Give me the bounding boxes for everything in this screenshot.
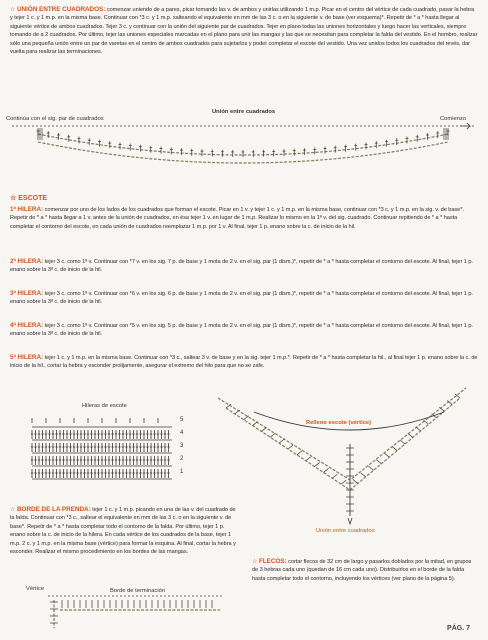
stitch-mark (297, 451, 302, 455)
row-text: comenzar por uno de los lados de los cuadrados que forman el escote. Picar en 1 v. y tejer 1 c. y 1 m.p. en la misma base, continuar con *3 c. y 1 m.p. en la sig. v. de base*. Repetir de * a * hasta llegar a 1 v. antes de la unión de cuadrados, en ésa tejer 1 v. en lugar de 1 m.p. Realizar lo mismo en la 1ª v. del sig. cuadrado. Continuar repitiendo de * a * hasta completar el contorno del escote, en cada unión de cuadrados reemplazar 1 m.p. por 1 v. Al final, tejer 1 p. enano sobre la c. de inicio de la hil. (10, 207, 464, 230)
flecos-section (252, 558, 474, 583)
stitch-mark (306, 457, 311, 461)
union-diagram (8, 118, 478, 174)
stitch-mark (416, 427, 421, 431)
stitch-mark (261, 427, 266, 431)
union-label-left: Continúa con el sig. par de cuadrados (6, 116, 104, 122)
row-text: tejer 3 c. como 1ª v. Continuar con *5 v. en los sig. 5 p. de base y 1 mota de 2 v. en el sig. par (1 dism.)*, repetir de * a * hasta completar el contorno del escote. Al final, tejer 1 p. enano sobre la 3ª c. de inicio de la hil. (10, 323, 473, 338)
stitch-mark (323, 468, 328, 472)
page-number: PÁG. 7 (447, 625, 470, 632)
row-number: 4 (180, 430, 184, 436)
stitch-mark (332, 474, 337, 478)
hileras-diagram (30, 412, 202, 482)
row-label: 1ª HILERA: (10, 206, 44, 213)
stitch-mark (341, 480, 346, 484)
relleno-diagram (214, 384, 476, 534)
escote-title: ESCOTE (18, 195, 48, 202)
union-title: UNIÓN ENTRE CUADRADOS: (16, 6, 106, 13)
row-number: 3 (180, 443, 184, 449)
borde-label-left: Vértice (26, 586, 45, 592)
stitch-mark (315, 463, 320, 467)
borde-text: tejer 1 c. y 1 m.p. picando en una de las v. del cuadrado de la falda. Continuar con *3 c., saltear el equivalente en mm de las 3 c. o en la siguiente v. de base*. Repetir de * a * hasta completar todo el contorno de la falda. Por último, tejer 1 p. enano sobre la c. de inicio de la hilera. En cada vértice de los cuadrados de la base, tejer 1 m.p. 2 c. y 1 m.p. en la misma base (vértice) para formar la esquina. Al final, cortar la hebra y esconder. Realizar el mismo procedimiento en los bordes de las mangas. (10, 507, 236, 556)
escote-row-3 (10, 290, 478, 307)
escote-row-5 (10, 354, 478, 371)
hileras-title: Hileras de escote (82, 403, 127, 409)
row-text: tejer 3 c. como 1ª v. Continuar con *7 v. en los sig. 7 p. de base y 1 mota de 2 v. en el sig. par (1 dism.)*, repetir de * a * hasta completar el contorno del escote. Al final, tejer 1 p. enano sobre la 3ª c. de inicio de la hil. (10, 259, 473, 274)
borde-label-right: Borde de terminación (110, 588, 166, 594)
stitch-mark (384, 453, 389, 457)
escote-row-4 (10, 322, 478, 339)
row-label: 2ª HILERA: (10, 258, 44, 265)
star-icon: ☆ (252, 559, 259, 565)
escote-heading (10, 194, 47, 202)
stitch-mark (361, 473, 366, 477)
stitch-mark (288, 445, 293, 449)
stitch-mark (369, 466, 374, 470)
flecos-text: cortar flecos de 32 cm de largo y pasarlos doblados por la mitad, en grupos de 3 hebras cada uno (quedan de 16 cm cada uno). Distribuirlos en el borde de la falda hasta completar todo el contorno, incluyendo los vértices (ver plano de la página 5). (252, 559, 472, 582)
relleno-label-top: Relleno escote (vértice) (306, 420, 372, 426)
union-section (10, 6, 478, 56)
stitch-mark (253, 422, 258, 426)
stitch-mark (431, 414, 436, 418)
stitch-mark (392, 447, 397, 451)
flecos-title: FLECOS: (258, 558, 287, 565)
stitch-mark (244, 416, 249, 420)
stitch-mark (279, 439, 284, 443)
stitch-mark (376, 460, 381, 464)
row-label: 4ª HILERA: (10, 322, 44, 329)
row-number: 1 (180, 469, 184, 475)
union-text: comenzar uniendo de a pares, picar tomando las v. de ambos y unirlas utilizando 1 m.p. Picar en el centro del vértice de cada cuadrado, pasar la hebra y tejer 1 c. y 1 m.p. en la misma base. Continuar con *3 c. y 1 m.p. salteando el equivalente en mm de las 3 c. o en la siguiente v. de base (ver esquema)*. Repetir de * a * hasta llegar al siguiente vértice de ambos cuadrados. Tejer 3 c. y continuar con la unión del siguiente par de cuadrados. Tejer en plano todas las uniones horizontales y luego hacer las verticales, siempre tomando de a 2 cuadrados. Por último, tejer las uniones especiales marcadas en el plano para unir las mangas y las que se necesitan para completar la falda del vestido. En el hombro, realizar sólo una pequeña unión entre un par de varetas en el centro de ambos cuadrados para sujetarlos y poder completar el escote del vestido. Una vez unidos todos los cuadrados del revés, dar vuelta para realizar las terminaciones. (10, 7, 478, 56)
row-label: 3ª HILERA: (10, 290, 44, 297)
stitch-mark (408, 433, 413, 437)
row-number: 2 (180, 456, 184, 462)
escote-row-1 (10, 206, 478, 231)
relleno-label-bottom: Unión entre cuadrados (316, 528, 375, 534)
borde-diagram (10, 592, 230, 632)
borde-title: BORDE DE LA PRENDA: (16, 506, 91, 513)
star-icon: ☆ (10, 7, 17, 13)
star-icon: ☆ (10, 507, 17, 513)
row-text: tejer 3 c. como 1ª v. Continuar con *6 v. en los sig. 6 p. de base y 1 mota de 2 v. en el sig. par (1 dism.)*, repetir de * a * hasta completar el contorno del escote. Al final, tejer 1 p. enano sobre la 3ª c. de inicio de la hil. (10, 291, 473, 306)
stitch-mark (400, 440, 405, 444)
union-label-center: Unión entre cuadrados (212, 109, 276, 115)
stitch-mark (424, 420, 429, 424)
stitch-mark (270, 433, 275, 437)
row-label: 5ª HILERA: (10, 354, 44, 361)
escote-row-2 (10, 258, 478, 275)
row-number: 5 (180, 417, 184, 423)
row-text: tejer 1 c. y 1 m.p. en la misma base. Continuar con *3 c., saltear 3 v. de base y en la sig. tejer 1 m.p.*. Repetir de * a * hasta completar la hil., al final tejer 1 p. enano sobre la c. de inicio de la hil., cortar la hebra y esconder prolijamente, asegurar el extremo del hilo para que no se zafe. (10, 355, 478, 370)
star-icon: ☆ (10, 195, 19, 202)
union-label-right: Comienzo (440, 116, 467, 122)
borde-section (10, 506, 236, 556)
